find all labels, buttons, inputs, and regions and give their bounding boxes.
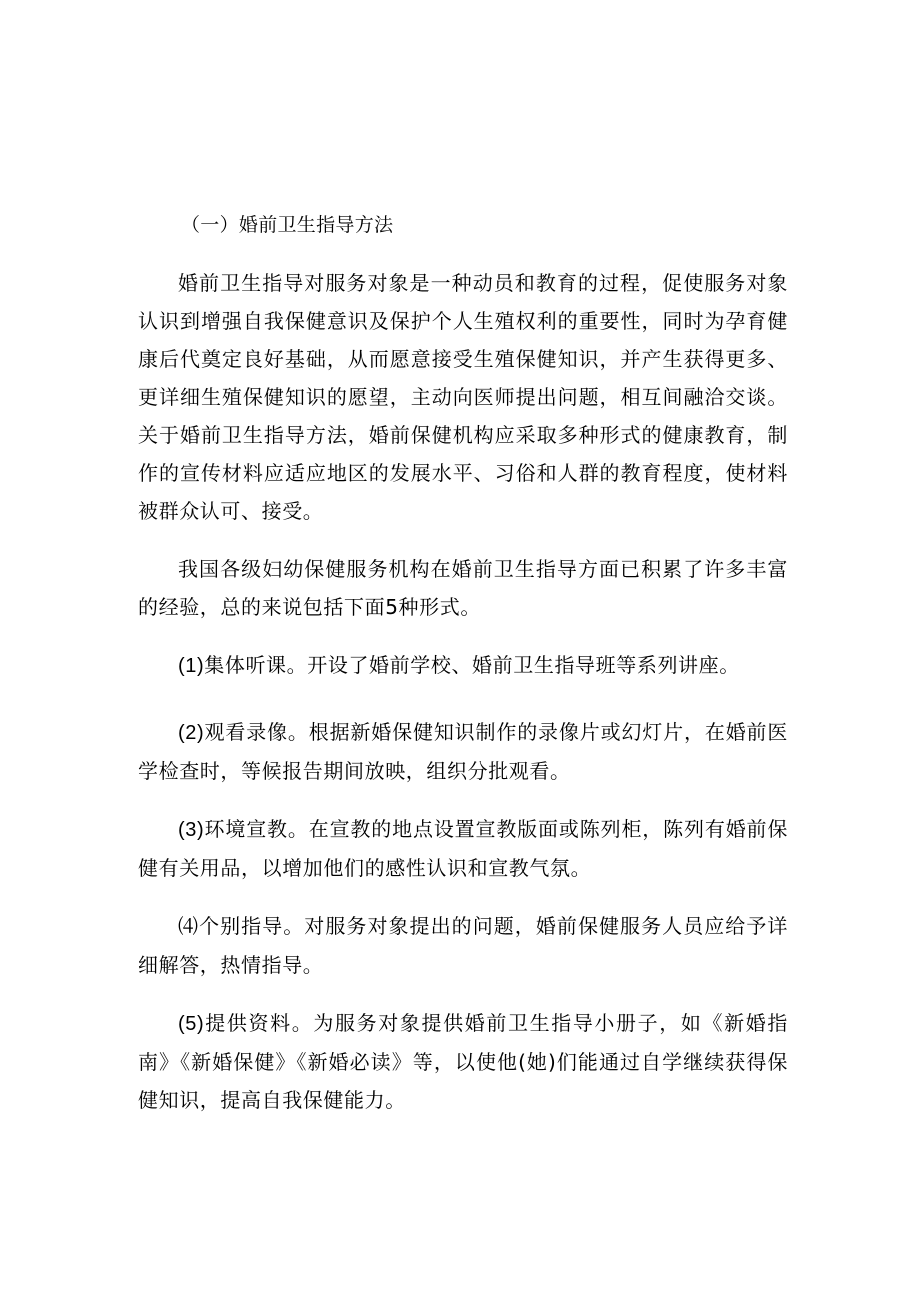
list-item-text: 个别指导。对服务对象提出的问题，婚前保健服务人员应给予详细解答，热情指导。: [138, 914, 788, 977]
list-item-marker: (5): [178, 1013, 205, 1035]
list-item-text: 提供资料。为服务对象提供婚前卫生指导小册子，如《新婚指南》《新婚保健》《新婚必读》等，以使他(她)们能通过自学继续获得保健知识，提高自我保健能力。: [138, 1011, 788, 1112]
list-item-3: [138, 810, 788, 887]
list-item-marker: (1): [178, 655, 205, 677]
summary-paragraph: 我国各级妇幼保健服务机构在婚前卫生指导方面已积累了许多丰富的经验，总的来说包括下面5种形式。: [138, 557, 788, 619]
list-item-1: [138, 646, 788, 685]
list-item-5: [138, 1004, 788, 1119]
list-item-marker: (3): [178, 819, 205, 841]
list-item-text: 环境宣教。在宣教的地点设置宣教版面或陈列柜，陈列有婚前保健有关用品，以增加他们的感性认识和宣教气氛。: [138, 817, 788, 880]
section-heading: （一）婚前卫生指导方法: [181, 214, 394, 236]
list-item-text: 集体听课。开设了婚前学校、婚前卫生指导班等系列讲座。: [204, 653, 740, 677]
list-item-text: 观看录像。根据新婚保健知识制作的录像片或幻灯片，在婚前医学检查时，等候报告期间放映，组织分批观看。: [138, 720, 788, 783]
intro-paragraph: 婚前卫生指导对服务对象是一种动员和教育的过程，促使服务对象认识到增强自我保健意识及保护个人生殖权利的重要性，同时为孕育健康后代奠定良好基础，从而愿意接受生殖保健知识，并产生获得更多、更详细生殖保健知识的愿望，主动向医师提出问题，相互间融洽交谈。关于婚前卫生指导方法，婚前保健机构应采取多种形式的健康教育，制作的宣传材料应适应地区的发展水平、习俗和人群的教育程度，使材料被群众认可、接受。: [138, 271, 788, 523]
list-item-marker: (2): [178, 722, 205, 744]
list-item-4: [138, 907, 788, 984]
list-item-2: [138, 713, 788, 790]
document-body: [138, 206, 788, 1119]
list-item-marker: ⑷: [178, 916, 200, 938]
